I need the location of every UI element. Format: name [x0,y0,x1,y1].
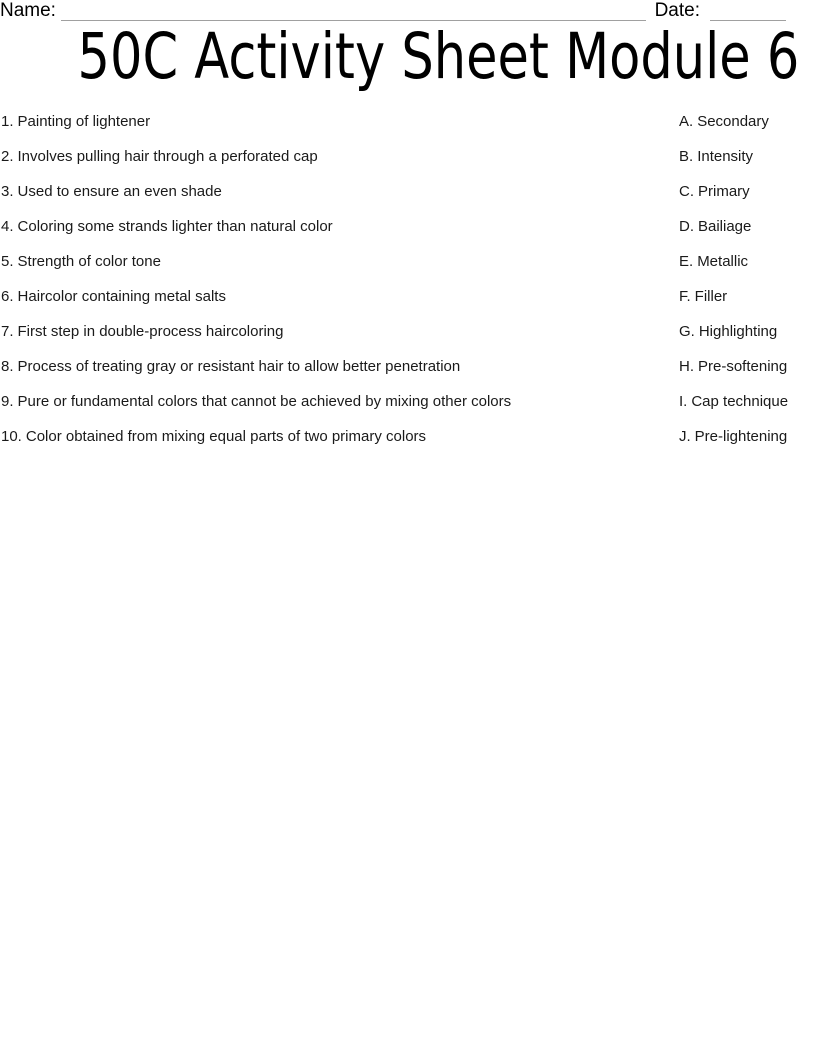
answer-text: Highlighting [698,323,778,340]
question-text: First step in double-process haircoloring [17,323,284,340]
answer-row [679,314,816,349]
answers-list [679,104,816,454]
answer-row [679,279,816,314]
question-text: Color obtained from mixing equal parts of two primary colors [25,428,427,445]
question-row [1,279,641,314]
question-number: 10. [1,428,22,445]
answer-row [679,384,816,419]
question-number: 6. [1,288,14,305]
question-text: Pure or fundamental colors that cannot be achieved by mixing other colors [17,393,512,410]
answer-text: Intensity [697,148,754,165]
question-text: Strength of color tone [17,253,161,270]
answer-text: Cap technique [691,393,789,410]
answer-letter: H. [679,358,694,375]
answer-letter: F. [679,288,691,305]
worksheet-title: 50C Activity Sheet Module 6 [77,20,800,93]
answer-row [679,209,816,244]
question-text: Used to ensure an even shade [17,183,222,200]
question-text: Involves pulling hair through a perforated cap [17,148,318,165]
answer-text: Secondary [697,113,769,130]
question-text: Coloring some strands lighter than natural color [17,218,333,235]
question-row [1,139,641,174]
question-row [1,244,641,279]
answer-text: Filler [694,288,728,305]
question-row [1,104,641,139]
name-blank-line [61,0,646,21]
question-row [1,314,641,349]
question-number: 3. [1,183,14,200]
answer-text: Primary [698,183,750,200]
answer-row [679,174,816,209]
question-row [1,174,641,209]
answer-letter: E. [679,253,694,270]
answer-text: Metallic [697,253,749,270]
answer-letter: J. [679,428,691,445]
answer-text: Pre-softening [698,358,788,375]
answer-row [679,104,816,139]
answer-letter: D. [679,218,694,235]
answer-row [679,244,816,279]
answer-text: Bailiage [698,218,752,235]
question-text: Haircolor containing metal salts [17,288,226,305]
question-number: 4. [1,218,14,235]
name-label: Name: [0,0,56,21]
answer-letter: B. [679,148,694,165]
answer-row [679,419,816,454]
answer-letter: I. [679,393,688,410]
question-number: 5. [1,253,14,270]
header [0,0,786,21]
questions-list [1,104,641,454]
answer-row [679,139,816,174]
question-number: 7. [1,323,14,340]
question-row [1,349,641,384]
question-number: 1. [1,113,14,130]
question-number: 8. [1,358,14,375]
question-row [1,419,641,454]
question-row [1,209,641,244]
question-text: Painting of lightener [17,113,151,130]
answer-letter: G. [679,323,695,340]
answer-letter: A. [679,113,694,130]
question-row [1,384,641,419]
question-number: 9. [1,393,14,410]
date-label: Date: [654,0,700,21]
question-text: Process of treating gray or resistant hair to allow better penetration [17,358,461,375]
date-blank-line [710,0,786,21]
answer-letter: C. [679,183,694,200]
answer-text: Pre-lightening [694,428,788,445]
answer-row [679,349,816,384]
question-number: 2. [1,148,14,165]
